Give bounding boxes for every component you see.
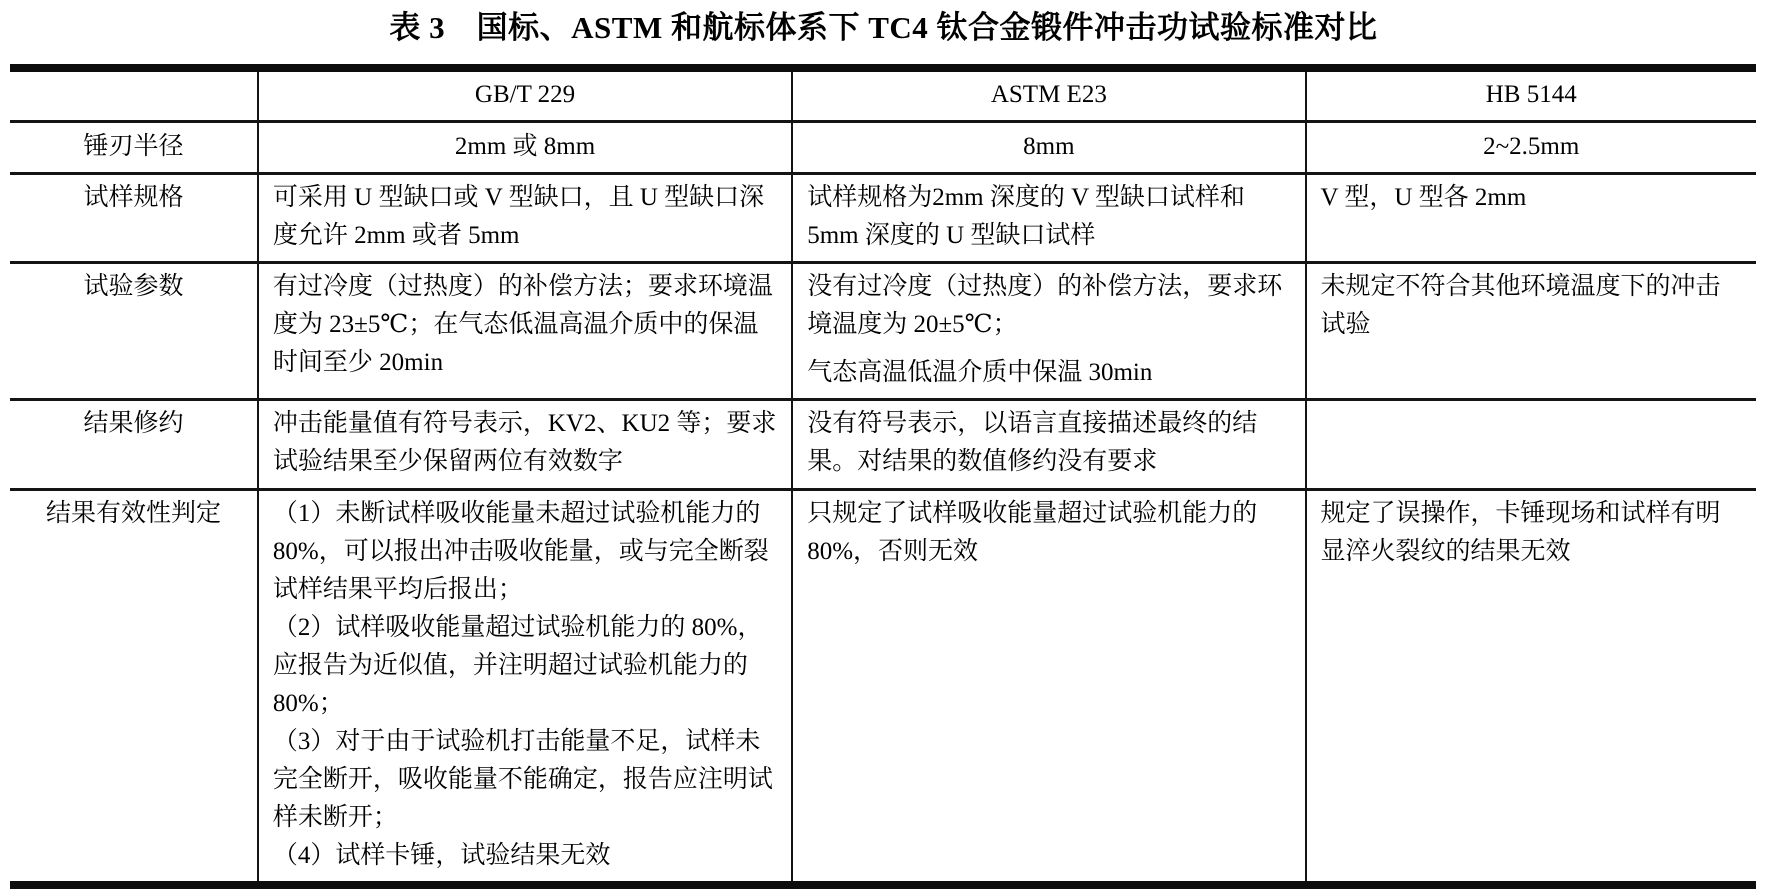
cell-paragraph: 未规定不符合其他环境温度下的冲击试验 <box>1320 273 1721 338</box>
row-label-test-parameters: 试验参数 <box>10 263 258 400</box>
cell-paragraph: 2mm 或 8mm <box>454 132 596 160</box>
cell-paragraph: （1）未断试样吸收能量未超过试验机能力的 80%，可以报出冲击吸收能量，或与完全断裂试样结果平均后报出； <box>272 500 769 603</box>
header-empty-cell <box>10 68 258 122</box>
cell-paragraph: 可采用 U 型缺口或 V 型缺口，且 U 型缺口深度允许 2mm 或者 5mm <box>272 184 765 249</box>
cell-astm-hammer-radius <box>792 122 1305 174</box>
cell-paragraph: 没有过冷度（过热度）的补偿方法，要求环境温度为 20±5℃； <box>807 273 1283 338</box>
cell-paragraph: （2）试样吸收能量超过试验机能力的 80%，应报告为近似值，并注明超过试验机能力的 80%； <box>272 614 763 717</box>
cell-hb-result-validity <box>1306 490 1757 886</box>
cell-astm-result-rounding <box>792 400 1305 490</box>
standards-comparison-table <box>10 64 1756 889</box>
row-label-result-validity: 结果有效性判定 <box>45 500 221 527</box>
cell-astm-specimen-spec <box>792 174 1305 263</box>
cell-paragraph: 8mm <box>1023 132 1075 160</box>
cell-astm-test-parameters <box>792 263 1305 400</box>
header-astm-e23: ASTM E23 <box>792 68 1305 122</box>
cell-paragraph: 有过冷度（过热度）的补偿方法；要求环境温度为 23±5℃；在气态低温高温介质中的保温时间至少 20min <box>272 273 773 376</box>
header-hb5144: HB 5144 <box>1306 68 1757 122</box>
cell-paragraph: 规定了误操作，卡锤现场和试样有明显淬火裂纹的结果无效 <box>1320 500 1721 565</box>
cell-paragraph: （4）试样卡锤，试验结果无效 <box>272 842 611 869</box>
cell-paragraph: V 型，U 型各 2mm <box>1320 184 1527 211</box>
table-row <box>10 122 1756 174</box>
cell-gbt-test-parameters <box>258 263 792 400</box>
cell-hb-specimen-spec <box>1306 174 1757 263</box>
cell-paragraph: 只规定了试样吸收能量超过试验机能力的 80%，否则无效 <box>807 500 1258 565</box>
header-row <box>10 68 1756 122</box>
cell-gbt-result-validity <box>258 490 792 886</box>
table-row <box>10 400 1756 490</box>
cell-gbt-hammer-radius <box>258 122 792 174</box>
header-gbt229: GB/T 229 <box>258 68 792 122</box>
cell-gbt-result-rounding <box>258 400 792 490</box>
cell-astm-result-validity <box>792 490 1305 886</box>
cell-paragraph: 冲击能量值有符号表示，KV2、KU2 等；要求试验结果至少保留两位有效数字 <box>272 410 777 475</box>
row-label-result-rounding: 结果修约 <box>10 400 258 490</box>
cell-gbt-specimen-spec <box>258 174 792 263</box>
row-label-specimen-spec: 试样规格 <box>10 174 258 263</box>
cell-paragraph: 试样规格为2mm 深度的 V 型缺口试样和 5mm 深度的 U 型缺口试样 <box>807 184 1245 249</box>
table-row <box>10 174 1756 263</box>
table-row <box>10 263 1756 400</box>
table-caption: 表 3 国标、ASTM 和航标体系下 TC4 钛合金锻件冲击功试验标准对比 <box>389 10 1378 45</box>
cell-paragraph: 没有符号表示，以语言直接描述最终的结果。对结果的数值修约没有要求 <box>807 410 1258 475</box>
cell-paragraph: （3）对于由于试验机打击能量不足，试样未完全断开，吸收能量不能确定，报告应注明试样未断开； <box>272 728 773 831</box>
cell-hb-result-rounding-empty <box>1306 400 1757 490</box>
table-row <box>10 490 1756 886</box>
cell-paragraph: 2~2.5mm <box>1483 132 1580 160</box>
row-label-hammer-radius: 锤刃半径 <box>10 122 258 174</box>
cell-hb-hammer-radius <box>1306 122 1757 174</box>
cell-paragraph: 气态高温低温介质中保温 30min <box>807 359 1153 386</box>
cell-hb-test-parameters <box>1306 263 1757 400</box>
